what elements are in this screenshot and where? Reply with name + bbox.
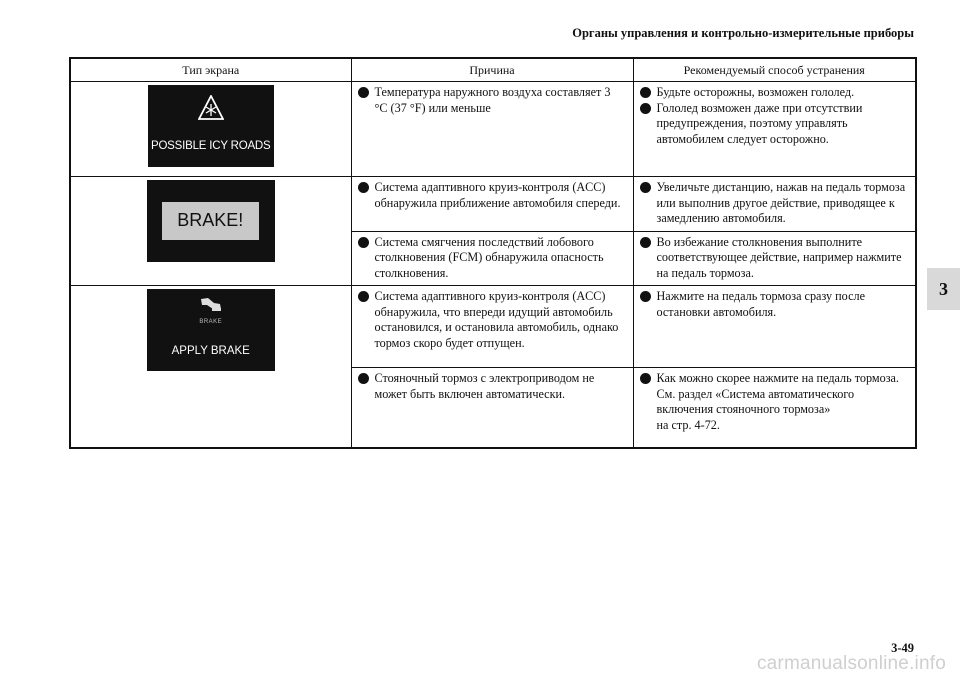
cause-item xyxy=(358,371,627,402)
cause-item xyxy=(358,180,627,211)
brake-screen xyxy=(147,180,275,262)
icy-roads-screen-text: POSSIBLE ICY ROADS xyxy=(150,139,271,152)
cause-text: Температура наружного воздуха составляет 3 °C (37 °F) или меньше xyxy=(374,85,611,115)
table-row xyxy=(70,177,916,232)
column-header-screen-type: Тип экрана xyxy=(70,58,351,82)
bullet-icon xyxy=(640,87,651,98)
bullet-icon xyxy=(640,182,651,193)
warning-screens-table xyxy=(69,57,917,449)
cause-cell xyxy=(351,82,633,177)
bullet-icon xyxy=(640,291,651,302)
bullet-icon xyxy=(358,87,369,98)
remedy-cell xyxy=(633,82,916,177)
screen-cell xyxy=(70,286,351,448)
bullet-icon xyxy=(358,237,369,248)
column-header-remedy: Рекомендуемый способ устранения xyxy=(633,58,916,82)
cause-cell xyxy=(351,177,633,232)
cause-item xyxy=(358,289,627,351)
remedy-text: Гололед возможен даже при отсутствии предупреждения, поэтому управлять автомобилем следует осторожно. xyxy=(656,100,863,146)
table-header-row xyxy=(70,58,916,82)
watermark: carmanualsonline.info xyxy=(756,653,946,674)
remedy-cell xyxy=(633,231,916,286)
cause-text: Система адаптивного круиз-контроля (ACC) обнаружила приближение автомобиля спереди. xyxy=(374,180,621,210)
bullet-icon xyxy=(358,373,369,384)
table-row xyxy=(70,286,916,368)
remedy-item xyxy=(640,101,910,148)
cause-item xyxy=(358,85,627,116)
column-header-cause: Причина xyxy=(351,58,633,82)
remedy-reference: См. раздел «Система автоматического включения стояночного тормоза» xyxy=(656,386,855,416)
cause-cell xyxy=(351,231,633,286)
bullet-icon xyxy=(358,291,369,302)
apply-brake-screen xyxy=(147,289,275,371)
cause-cell xyxy=(351,286,633,368)
page-number: 3-49 xyxy=(891,641,914,655)
remedy-main: Как можно скорее нажмите на педаль тормоза. xyxy=(656,371,899,385)
cause-item xyxy=(358,235,627,282)
remedy-cell xyxy=(633,286,916,368)
remedy-item xyxy=(640,371,910,433)
page-header-title: Органы управления и контрольно-измерительные приборы xyxy=(572,26,914,40)
remedy-item xyxy=(640,235,910,282)
icy-road-warning-icon xyxy=(198,95,224,128)
remedy-cell xyxy=(633,177,916,232)
table-row xyxy=(70,82,916,177)
cause-cell xyxy=(351,368,633,448)
screen-cell xyxy=(70,177,351,286)
remedy-page-reference: на стр. 4-72. xyxy=(656,417,720,432)
bullet-icon xyxy=(640,237,651,248)
bullet-icon xyxy=(358,182,369,193)
bullet-icon xyxy=(640,103,651,114)
remedy-text xyxy=(657,371,910,433)
remedy-text: Увеличьте дистанцию, нажав на педаль тормоза или выполнив другое действие, приводящее к замедлению автомобиля. xyxy=(656,180,906,225)
remedy-text: Нажмите на педаль тормоза сразу после остановки автомобиля. xyxy=(656,289,865,319)
apply-brake-screen-small-text: BRAKE xyxy=(199,319,223,325)
remedy-cell xyxy=(633,368,916,448)
chapter-tab: 3 xyxy=(927,268,960,310)
apply-brake-screen-text: APPLY BRAKE xyxy=(171,344,250,357)
bullet-icon xyxy=(640,373,651,384)
screen-cell xyxy=(70,82,351,177)
remedy-text: Во избежание столкновения выполните соответствующее действие, например нажмите на педаль тормоза. xyxy=(656,234,902,280)
brake-screen-text: BRAKE! xyxy=(162,202,259,240)
cause-text: Система адаптивного круиз-контроля (ACC) обнаружила, что впереди идущий автомобиль остановился, и остановила автомобиль, однако тормоз скоро будет отпущен. xyxy=(374,289,619,350)
icy-roads-screen xyxy=(148,85,274,167)
cause-text: Стояночный тормоз с электроприводом не может быть включен автоматически. xyxy=(374,371,595,401)
remedy-item xyxy=(640,289,910,320)
remedy-item xyxy=(640,180,910,227)
remedy-item xyxy=(640,85,910,101)
remedy-text: Будьте осторожны, возможен гололед. xyxy=(656,85,855,99)
cause-text: Система смягчения последствий лобового столкновения (FCM) обнаружила опасность столкновения. xyxy=(374,234,604,280)
